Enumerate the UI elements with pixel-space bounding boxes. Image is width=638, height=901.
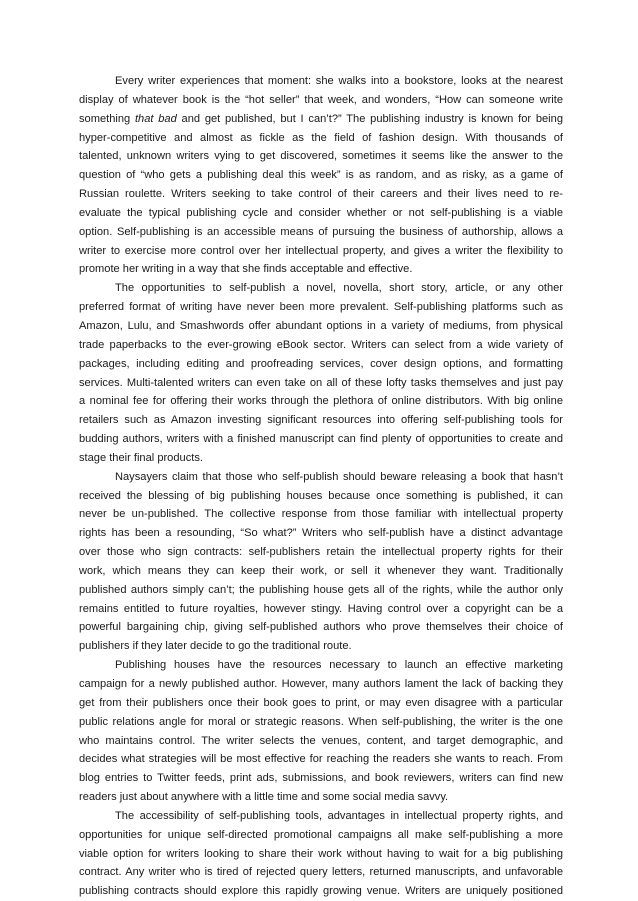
text-line: Publishing houses have the resources necessary to launch an effective marketing [115,659,563,672]
text-line: preferred format of writing have never been more prevalent. Self-publishing platforms such as [79,301,563,314]
text-line: who maintains control. The writer selects the venues, content, and target demographic, and [79,734,563,747]
text-line: Every writer experiences that moment: she walks into a bookstore, looks at the nearest [115,75,563,87]
text-line: retailers such as Amazon investing significant resources into offering self-publishing tools for [79,414,563,427]
text-line: question of “who gets a publishing deal this week” is as random, and as risky, as a game of [79,169,563,182]
text-line: The opportunities to self-publish a novel, novella, short story, article, or any other [115,282,563,295]
text-line: opportunities for unique self-directed promotional campaigns all make self-publishing a more [79,828,563,841]
text-line: contract. Any writer who is tired of rejected query letters, returned manuscripts, and unfavorable [79,866,563,879]
text-line: stage their final products. [79,451,203,464]
text-line: rights has been a resounding, “So what?” Writers who self-publish have a distinct advantage [79,527,563,540]
text-line: option. Self-publishing is an accessible means of pursuing the business of authorship, allows a [79,225,563,238]
text-line: promote her writing in a way that she finds acceptable and effective. [79,263,413,276]
text-line: The accessibility of self-publishing tools, advantages in intellectual property rights, and [115,809,563,822]
paragraph [79,468,563,656]
body-text [79,72,563,901]
text-line: Amazon, Lulu, and Smashwords offer abundant options in a variety of mediums, from physical [79,319,563,332]
text-line: services. Multi-talented writers can even take on all of these lofty tasks themselves and just pay [79,376,563,389]
paragraph [79,279,563,467]
text-line: talented, unknown writers vying to get discovered, sometimes it seems like the answer to the [79,150,563,163]
text-line: publishing contracts should explore this rapidly growing venue. Writers are uniquely positioned [79,885,563,898]
paragraph [79,72,563,279]
text-line: packages, including editing and proofreading services, cover design options, and formatting [79,357,563,370]
text-line: powerful bargaining chip, giving self-published authors who prove themselves their choice of [79,621,563,634]
text-line: decides what strategies will be most effective for reaching the readers she wants to reach. From [79,753,563,766]
text-line: budding authors, writers with a finished manuscript can find plenty of opportunities to create and [79,433,563,446]
text-line: viable option for writers looking to share their work without having to wait for a big publishing [79,847,563,860]
text-line: evaluate the typical publishing cycle and consider whether or not self-publishing is a viable [79,206,563,219]
text-line: a nominal fee for offering their works through the plethora of online distributors. With big online [79,395,563,408]
text-line: never be un-published. The collective response from those familiar with intellectual property [79,508,563,521]
text-line: over those who sign contracts: self-publishers retain the intellectual property rights for their [79,546,563,559]
text-line: work, which means they can keep their work, or sell it whenever they want. Traditionally [79,564,563,577]
text-line: Russian roulette. Writers seeking to take control of their careers and their lives need to re- [79,188,563,201]
text-line: hyper-competitive and almost as fickle as the field of fashion design. With thousands of [79,131,563,144]
text-line: publishers if they later decide to go the traditional route. [79,640,352,653]
text-line: public relations angle for moral or strategic reasons. When self-publishing, the writer is the one [79,715,563,728]
text-segment: something [79,112,135,125]
italic-emphasis: that bad [134,112,177,125]
text-line: trade paperbacks to the ever-growing eBook sector. Writers can select from a wide variety of [79,338,563,351]
text-segment: and get published, but I can’t?” The publishing industry is known for being [176,112,563,125]
text-line: blog entries to Twitter feeds, print ads, submissions, and book reviewers, writers can find new [79,772,563,785]
text-line: Naysayers claim that those who self-publish should beware releasing a book that hasn’t [115,470,563,483]
text-line: display of whatever book is the “hot seller” that week, and wonders, “How can someone write [79,93,563,106]
text-line [79,110,563,129]
text-line: published authors simply can’t; the publishing house gets all of the rights, while the author only [79,583,563,596]
paragraph [79,807,563,901]
text-line: received the blessing of big publishing houses because once something is published, it can [79,489,563,502]
text-line: get from their publishers once their book goes to print, or may even disagree with a particular [79,696,563,709]
text-line: remains entitled to future royalties, however stingy. Having control over a copyright can be a [79,602,563,615]
paragraph [79,656,563,807]
text-line: readers just about anywhere with a little time and some social media savvy. [79,791,449,804]
text-line: writer to exercise more control over her intellectual property, and gives a writer the flexibility to [79,244,563,257]
text-line: campaign for a newly published author. However, many authors lament the lack of backing they [79,678,563,690]
